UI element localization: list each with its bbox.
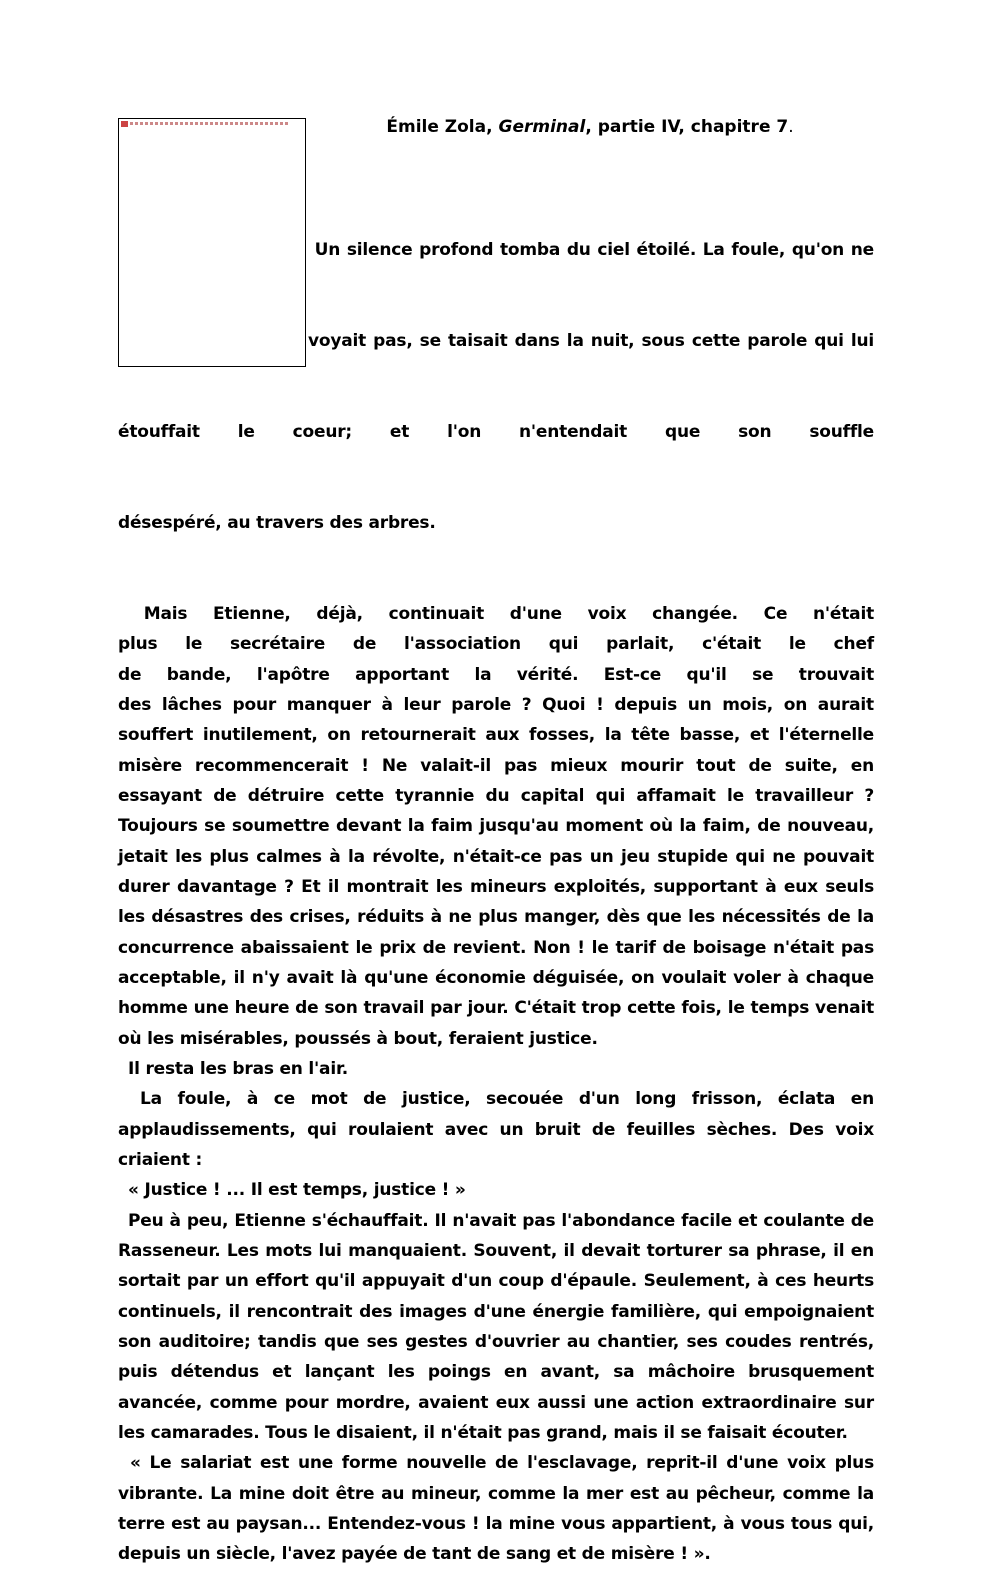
page-title bbox=[306, 116, 874, 138]
image-placeholder bbox=[118, 118, 306, 367]
paragraph-line: voyait pas, se taisait dans la nuit, sous cette parole qui lui bbox=[308, 330, 874, 351]
body-text bbox=[118, 174, 874, 1570]
paragraph-rest: des lâches pour manquer à leur parole ? Quoi ! depuis un mois, on aurait souffert inutilement, on retournerait aux fosses, la tête basse, et l'éternelle misère recommencerait ! Ne valait-il pas mieux mourir tout de suite, en essayant de détruire cette tyrannie du capital qui affamait le travailleur ? Toujours se soumettre devant la faim jusqu'au moment où la faim, de nouveau, jetait les plus calmes à la révolte, n'était-ce pas un jeu stupide qui ne pouvait durer davantage ? Et il montrait les mineurs exploités, supportant à eux seuls les désastres des crises, réduits à ne plus manger, dès que les nécessités de la concurrence abaissaient le prix de revient. Non ! le tarif de boisage n'était pas acceptable, il n'y avait là qu'une économie déguisée, on voulait voler à chaque homme une heure de son travail par jour. C'était trop cette fois, le temps venait où les misérables, poussés à bout, feraient justice. bbox=[118, 694, 874, 1049]
paragraph-5: « Justice ! ... Il est temps, justice ! » bbox=[128, 1180, 466, 1201]
title-work: Germinal bbox=[498, 117, 586, 137]
paragraph-line: étouffait le coeur; et l'on n'entendait que son souffle bbox=[118, 421, 874, 442]
paragraph-7: « Le salariat est une forme nouvelle de l'esclavage, reprit-il d'une voix plus vibrante. La mine doit être au mineur, comme la mer est au pêcheur, comme la terre est au paysan... Entendez-vous ! la mine vous appartient, à vous tous qui, depuis un siècle, l'avez payée de tant de sang et de misère ! ». bbox=[118, 1453, 874, 1565]
paragraph-3: Il resta les bras en l'air. bbox=[128, 1058, 348, 1079]
title-author: Émile Zola, bbox=[386, 117, 499, 137]
paragraph-line: plus le secrétaire de l'association qui parlait, c'était le chef bbox=[118, 634, 874, 655]
paragraph-line: désespéré, au travers des arbres. bbox=[118, 512, 436, 533]
paragraph-2 bbox=[118, 599, 874, 1054]
broken-image-icon bbox=[121, 121, 128, 127]
paragraph-line: Mais Etienne, déjà, continuait d'une voix changée. Ce n'était bbox=[118, 603, 874, 624]
paragraph-6: Peu à peu, Etienne s'échauffait. Il n'avait pas l'abondance facile et coulante de Rasseneur. Les mots lui manquaient. Souvent, il devait torturer sa phrase, il en sortait par un effort qu'il appuyait d'un coup d'épaule. Seulement, à ces heurts continuels, il rencontrait des images d'une énergie familière, qui empoignaient son auditoire; tandis que ses gestes d'ouvrier au chantier, ses coudes rentrés, puis détendus et lançant les poings en avant, sa mâchoire brusquement avancée, comme pour mordre, avaient eux aussi une action extraordinaire sur les camarades. Tous le disaient, il n'était pas grand, mais il se faisait écouter. bbox=[118, 1210, 874, 1444]
image-alt-text-strip bbox=[130, 122, 290, 125]
paragraph-line: Un silence profond tomba du ciel étoilé. La foule, qu'on ne bbox=[308, 239, 874, 260]
paragraph-line: de bande, l'apôtre apportant la vérité. Est-ce qu'il se trouvait bbox=[118, 664, 874, 685]
title-end-dot: . bbox=[788, 117, 794, 137]
title-location: , partie IV, chapitre 7 bbox=[585, 117, 789, 137]
paragraph-4: La foule, à ce mot de justice, secouée d'un long frisson, éclata en applaudissements, qui roulaient avec un bruit de feuilles sèches. Des voix criaient : bbox=[118, 1089, 874, 1170]
